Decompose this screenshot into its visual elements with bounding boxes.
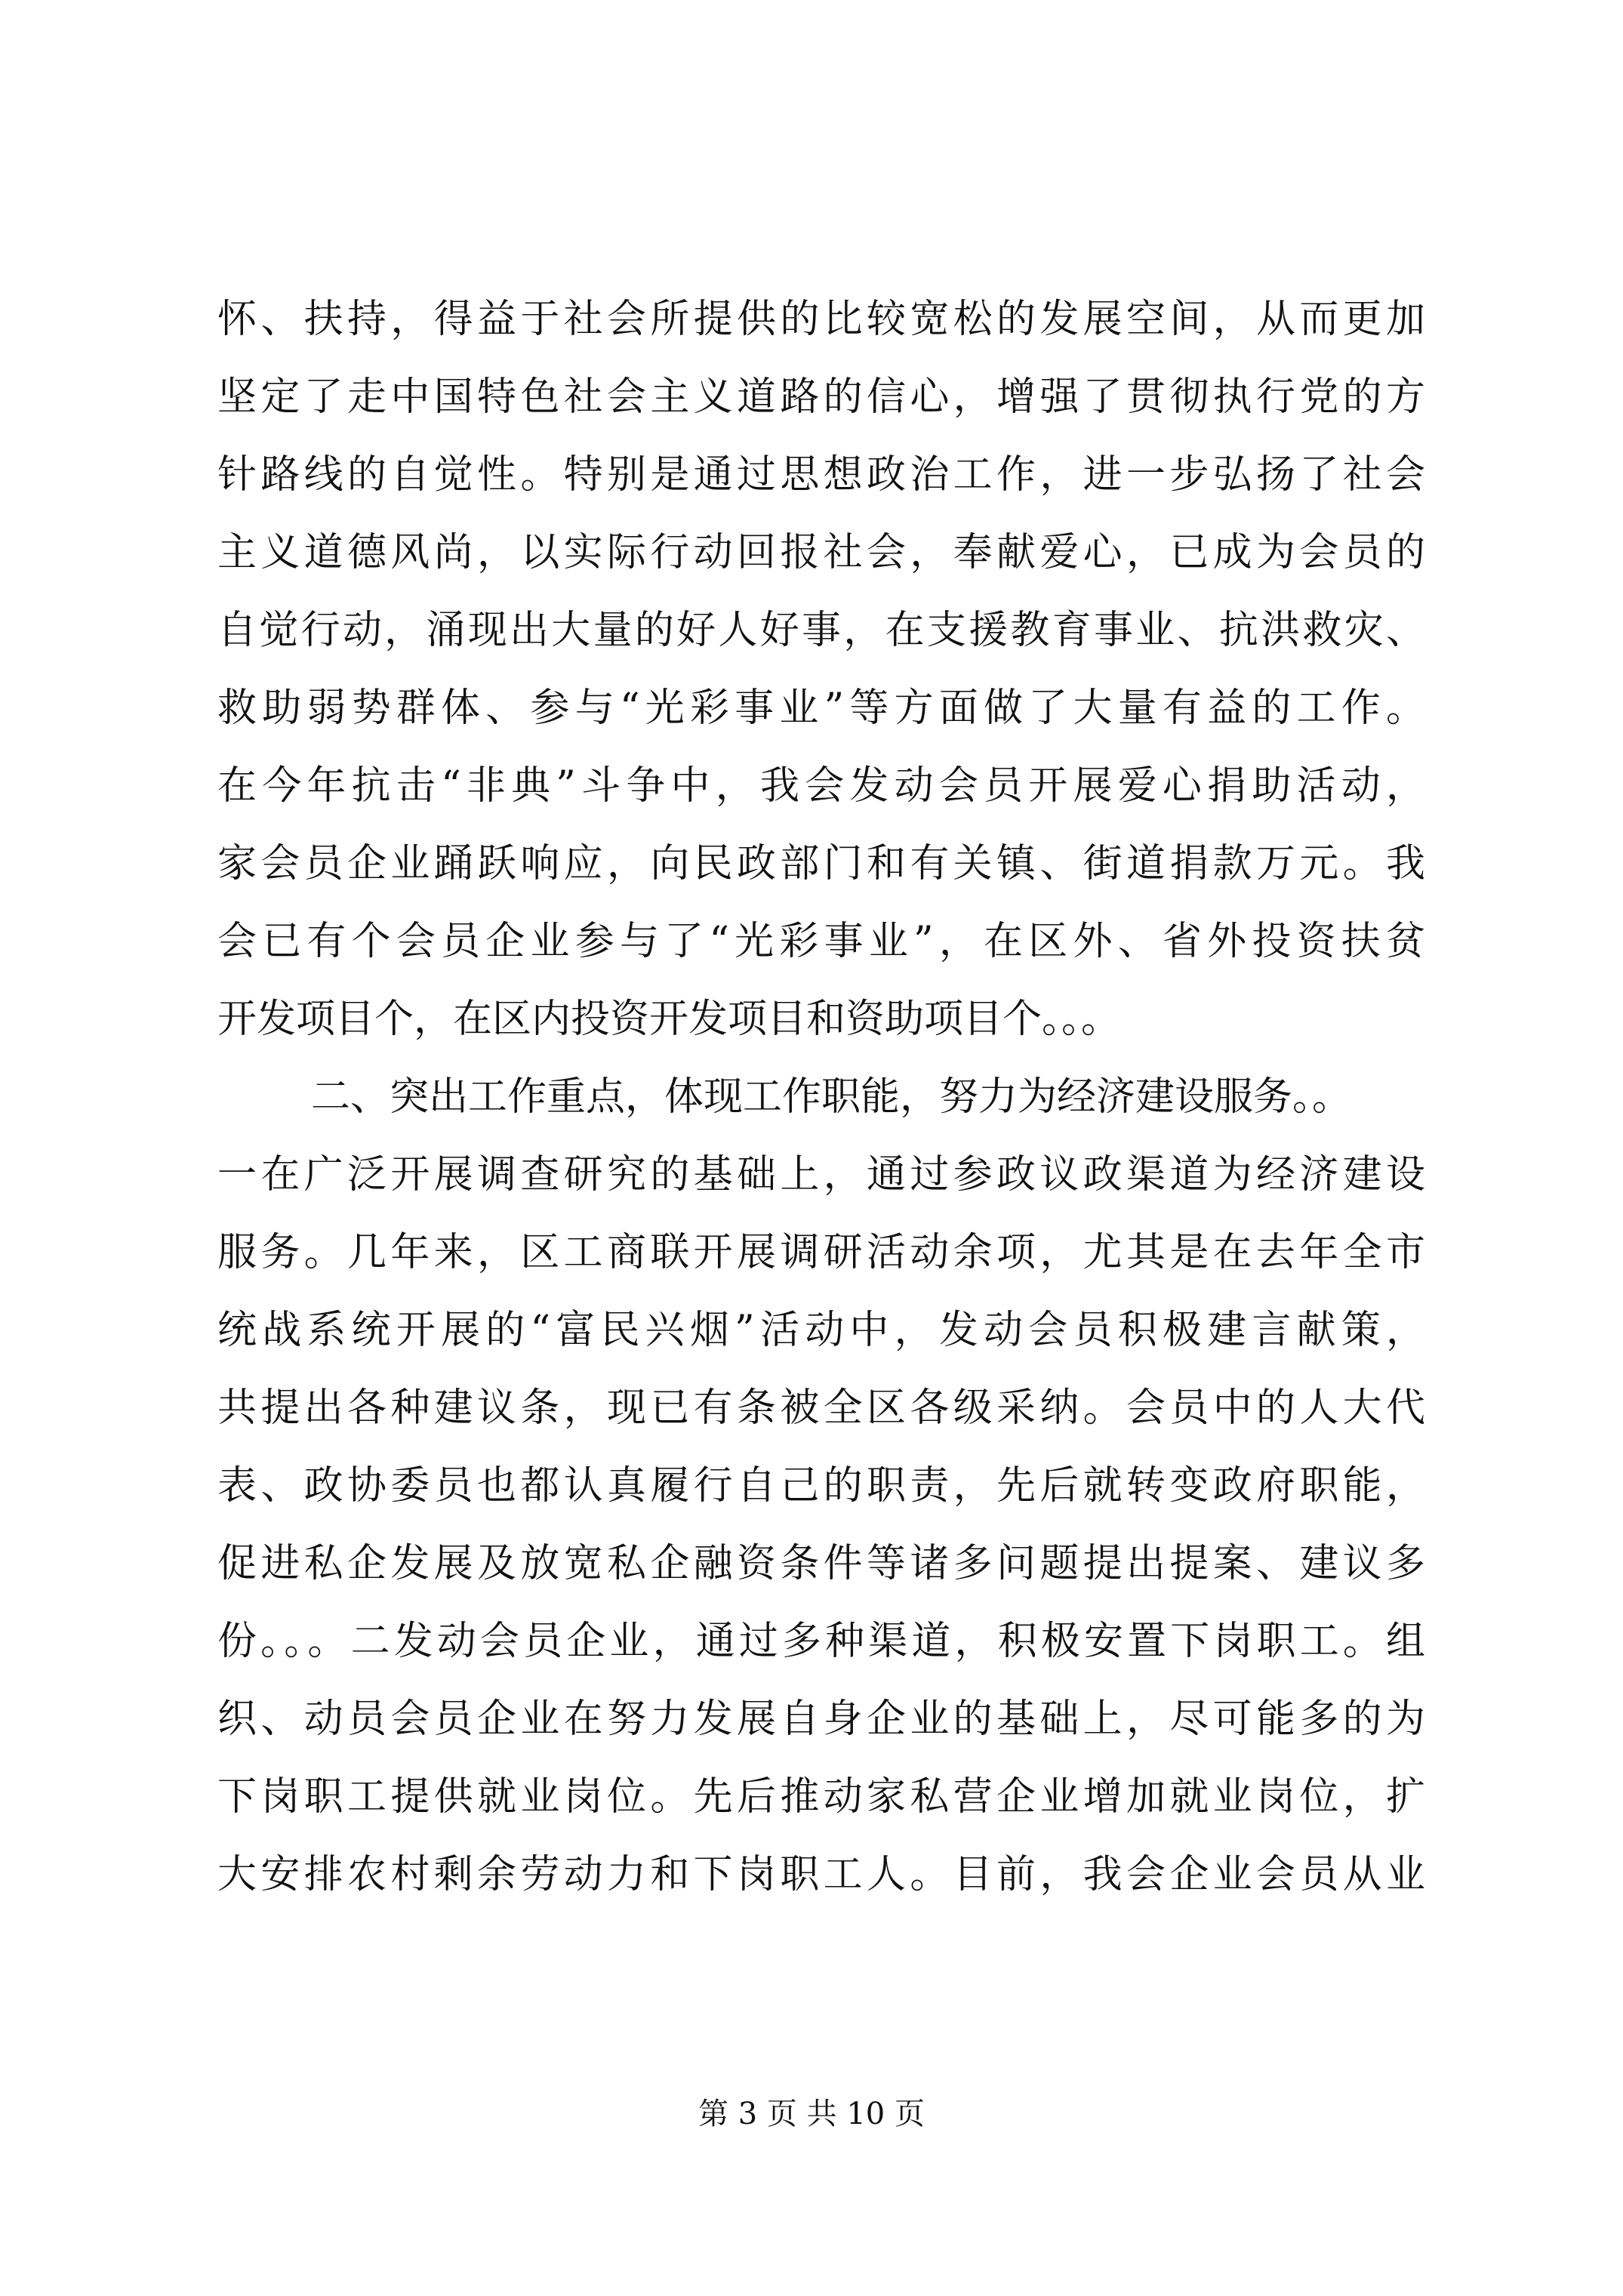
text-line: 织、动员会员企业在努力发展自身企业的基础上，尽可能多的为 xyxy=(217,1697,1425,1742)
text-line: 主义道德风尚，以实际行动回报社会，奉献爱心，已成为会员的 xyxy=(217,530,1425,575)
body-text xyxy=(217,281,1425,1914)
page-footer: 第 3 页 共 10 页 xyxy=(698,2097,925,2131)
section-heading: 二、突出工作重点，体现工作职能，努力为经济建设服务。。 xyxy=(311,1074,1352,1120)
text-line: 家会员企业踊跃响应，向民政部门和有关镇、街道捐款万元。我 xyxy=(217,841,1425,886)
text-line: 下岗职工提供就业岗位。先后推动家私营企业增加就业岗位，扩 xyxy=(217,1774,1425,1820)
text-line: 一在广泛开展调查研究的基础上，通过参政议政渠道为经济建设 xyxy=(217,1152,1425,1197)
text-line: 大安排农村剩余劳动力和下岗职工人。目前，我会企业会员从业 xyxy=(217,1852,1425,1897)
text-line: 份。。。二发动会员企业，通过多种渠道，积极安置下岗职工。组 xyxy=(217,1619,1425,1664)
text-line: 自觉行动，涌现出大量的好人好事，在支援教育事业、抗洪救灾、 xyxy=(217,608,1425,653)
text-line: 坚定了走中国特色社会主义道路的信心，增强了贯彻执行党的方 xyxy=(217,374,1425,420)
text-line: 会已有个会员企业参与了“光彩事业”，在区外、省外投资扶贫 xyxy=(217,919,1425,964)
text-line: 服务。几年来，区工商联开展调研活动余项，尤其是在去年全市 xyxy=(217,1230,1425,1275)
text-line: 救助弱势群体、参与“光彩事业”等方面做了大量有益的工作。 xyxy=(217,686,1425,731)
text-line: 针路线的自觉性。特别是通过思想政治工作，进一步弘扬了社会 xyxy=(217,452,1425,498)
text-line: 在今年抗击“非典”斗争中，我会发动会员开展爱心捐助活动， xyxy=(217,763,1425,809)
text-line: 怀、扶持，得益于社会所提供的比较宽松的发展空间，从而更加 xyxy=(217,297,1425,342)
text-line: 促进私企发展及放宽私企融资条件等诸多问题提出提案、建议多 xyxy=(217,1541,1425,1586)
text-line: 表、政协委员也都认真履行自己的职责，先后就转变政府职能， xyxy=(217,1463,1425,1509)
text-line: 统战系统开展的“富民兴烟”活动中，发动会员积极建言献策， xyxy=(217,1308,1425,1353)
text-line: 共提出各种建议条，现已有条被全区各级采纳。会员中的人大代 xyxy=(217,1385,1425,1431)
text-line: 开发项目个，在区内投资开发项目和资助项目个。。。 xyxy=(217,997,1121,1042)
